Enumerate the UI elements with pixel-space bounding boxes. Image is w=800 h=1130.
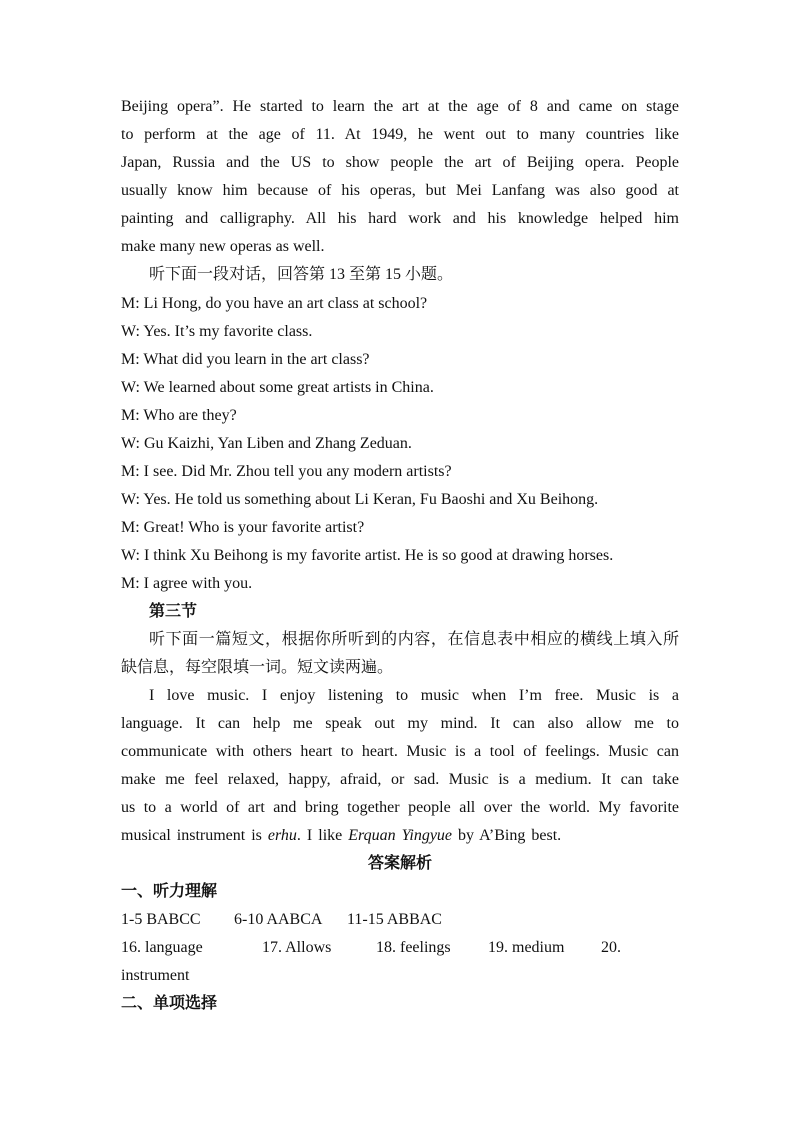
part1-heading: 一、听力理解 xyxy=(121,883,218,900)
passage2-text: by A’Bing best. xyxy=(452,827,562,844)
dialogue-line: M: Who are they? xyxy=(121,407,237,424)
passage2-line-3: communicate with others heart to heart. Music is a tool of feelings. Music can xyxy=(121,743,679,760)
passage2-line-4: make me feel relaxed, happy, afraid, or sad. Music is a medium. It can take xyxy=(121,771,679,788)
passage1-line-5: painting and calligraphy. All his hard work and his knowledge helped him xyxy=(121,210,679,227)
answer-19: 19. medium xyxy=(488,939,565,956)
dialogue-line: W: Yes. He told us something about Li Keran, Fu Baoshi and Xu Beihong. xyxy=(121,491,599,508)
passage2-line-2: language. It can help me speak out my mind. It can also allow me to xyxy=(121,715,679,732)
passage2-text: . I like xyxy=(296,827,349,844)
passage1-line-1: Beijing opera”. He started to learn the art at the age of 8 and came on stage xyxy=(121,98,679,115)
answer-group: 1-5 BABCC xyxy=(121,911,201,928)
answer-title: 答案解析 xyxy=(367,855,432,872)
passage1-line-6: make many new operas as well. xyxy=(121,238,325,255)
dialogue-line: W: We learned about some great artists in China. xyxy=(121,379,434,396)
answer-18: 18. feelings xyxy=(376,939,451,956)
dialogue-intro: 听下面一段对话，回答第 13 至第 15 小题。 xyxy=(149,266,454,283)
passage2-line-6 xyxy=(121,826,679,846)
answer-16: 16. language xyxy=(121,939,203,956)
answer-group: 6-10 AABCA xyxy=(234,911,323,928)
dialogue-line: W: Gu Kaizhi, Yan Liben and Zhang Zeduan. xyxy=(121,435,412,452)
answer-group: 11-15 ABBAC xyxy=(347,911,442,928)
passage2-italic-title: Erquan Yingyue xyxy=(348,827,453,844)
passage2-text: musical instrument is xyxy=(121,827,268,844)
dialogue-line: W: I think Xu Beihong is my favorite artist. He is so good at drawing horses. xyxy=(121,547,614,564)
passage2-italic-erhu: erhu xyxy=(267,827,297,844)
section3-heading: 第三节 xyxy=(149,603,198,620)
dialogue-line: W: Yes. It’s my favorite class. xyxy=(121,323,313,340)
passage1-line-4: usually know him because of his operas, but Mei Lanfang was also good at xyxy=(121,182,679,199)
part2-heading: 二、单项选择 xyxy=(121,995,218,1012)
passage2-line-5: us to a world of art and bring together people all over the world. My favorite xyxy=(121,799,679,816)
answer-20-word: instrument xyxy=(121,967,190,984)
answer-20: 20. xyxy=(601,939,621,956)
dialogue-line: M: I see. Did Mr. Zhou tell you any modern artists? xyxy=(121,463,452,480)
dialogue-line: M: Great! Who is your favorite artist? xyxy=(121,519,365,536)
dialogue-line: M: Li Hong, do you have an art class at school? xyxy=(121,295,428,312)
passage2-line-1: I love music. I enjoy listening to music when I’m free. Music is a xyxy=(149,687,679,704)
passage1-line-2: to perform at the age of 11. At 1949, he went out to many countries like xyxy=(121,126,679,143)
dialogue-line: M: What did you learn in the art class? xyxy=(121,351,370,368)
answer-row-words xyxy=(121,938,679,958)
passage1-line-3: Japan, Russia and the US to show people the art of Beijing opera. People xyxy=(121,154,679,171)
answer-row-choices xyxy=(121,910,679,930)
dialogue-line: M: I agree with you. xyxy=(121,575,253,592)
answer-17: 17. Allows xyxy=(262,939,332,956)
section3-instruction-line-2: 缺信息，每空限填一词。短文读两遍。 xyxy=(121,659,394,676)
section3-instruction-line-1: 听下面一篇短文，根据你所听到的内容，在信息表中相应的横线上填入所 xyxy=(149,631,679,648)
